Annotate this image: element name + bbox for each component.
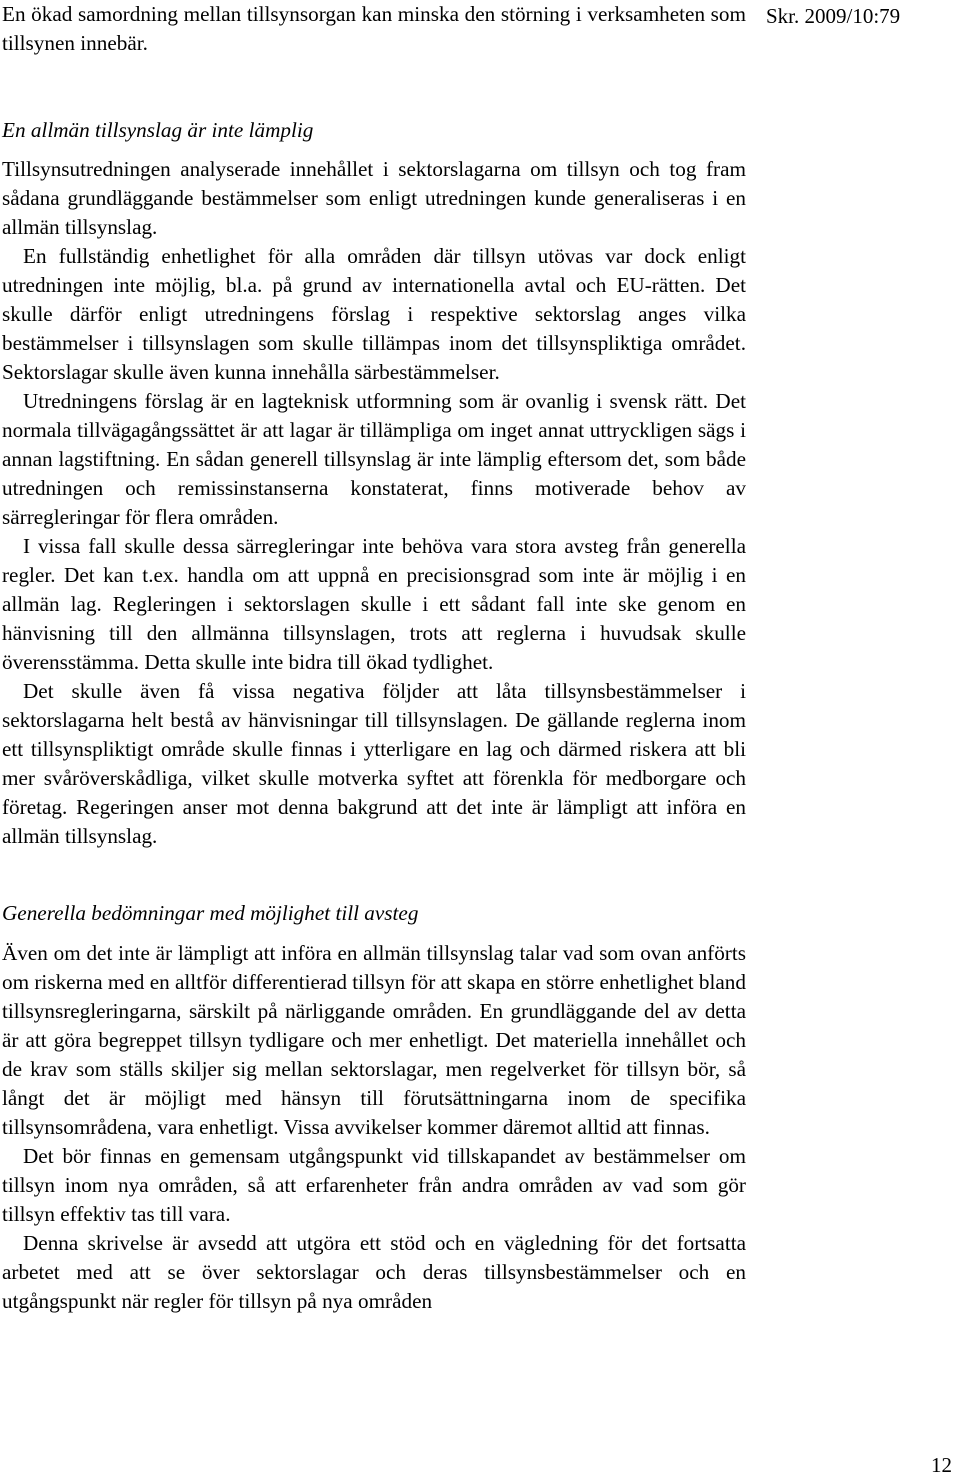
paragraph: Tillsynsutredningen analyserade innehållet i sektorslagarna om tillsyn och tog fram sådana grundläggande bestämmelser som enligt utredningen kunde generaliseras i en allmän tillsynslag. [2,157,746,239]
section-heading-tillsynslag: En allmän tillsynslag är inte lämplig [2,118,314,142]
paragraph: Utredningens förslag är en lagteknisk utformning som är ovanlig i svensk rätt. Det normala tillvägagångssättet är att lagar är tillämpliga om inget annat uttryckligen sägs i annan lagstiftning. En sådan generell tillsynslag är inte lämplig eftersom det, som både utredningen och remissinstanserna konstaterat, finns motiverade behov av särregleringar för flera områden. [2,389,746,529]
page-body [2,0,746,1316]
paragraph: Denna skrivelse är avsedd att utgöra ett stöd och en vägledning för det fortsatta arbetet med att se över sektorslagar och deras tillsynsbestämmelser och en utgångspunkt när regler för tillsyn på nya områden [2,1231,746,1313]
intro-paragraph: En ökad samordning mellan tillsynsorgan kan minska den störning i verksamheten som tillsynen innebär. [2,2,746,55]
paragraph: Det bör finnas en gemensam utgångspunkt vid tillskapandet av bestämmelser om tillsyn inom nya områden, så att erfarenheter från andra områden av vad som gör tillsyn effektiv tas till vara. [2,1144,746,1226]
document-reference: Skr. 2009/10:79 [766,4,901,28]
paragraph: En fullständig enhetlighet för alla områden där tillsyn utövas var dock enligt utredningen inte möjlig, bl.a. på grund av internationella avtal och EU-rätten. Det skulle därför enligt utredningens förslag i respektive sektorslag anges vilka bestämmelser i tillsynslagen som skulle tillämpas inom det tillsynspliktiga området. Sektorslagar skulle även kunna innehålla särbestämmelser. [2,244,746,384]
page-number: 12 [931,1453,952,1477]
paragraph: Det skulle även få vissa negativa följder att låta tillsynsbestämmelser i sektorslagarna helt bestå av hänvisningar till tillsynslagen. De gällande reglerna inom ett tillsynspliktigt område skulle finnas i ytterligare en lag och därmed riskera att bli mer svåröverskådliga, vilket skulle motverka syftet att förenkla för medborgare och företag. Regeringen anser mot denna bakgrund att det inte är lämpligt att införa en allmän tillsynslag. [2,679,746,848]
paragraph: I vissa fall skulle dessa särregleringar inte behöva vara stora avsteg från generella regler. Det kan t.ex. handla om att uppnå en precisionsgrad som inte är möjlig i en allmän lag. Regleringen i sektorslagen skulle i ett sådant fall inte ske genom en hänvisning till den allmänna tillsynslagen, trots att reglerna i huvudsak skulle överensstämma. Detta skulle inte bidra till ökad tydlighet. [2,534,746,674]
section-heading-generella-bedomningar: Generella bedömningar med möjlighet till avsteg [2,901,419,925]
paragraph: Även om det inte är lämpligt att införa en allmän tillsynslag talar vad som ovan anförts om riskerna med en alltför differentierad tillsyn för att skapa en större enhetlighet bland tillsynsregleringarna, särskilt på närliggande områden. En grundläggande del av detta är att göra begreppet tillsyn tydligare och mer enhetligt. Det materiella innehållet och de krav som ställs skiljer sig mellan sektorslagar, men regelverket för tillsyn bör, så långt det är möjligt med hänsyn till förutsättningarna inom de specifika tillsynsområdena, vara enhetligt. Vissa avvikelser kommer däremot alltid att finnas. [2,941,746,1139]
